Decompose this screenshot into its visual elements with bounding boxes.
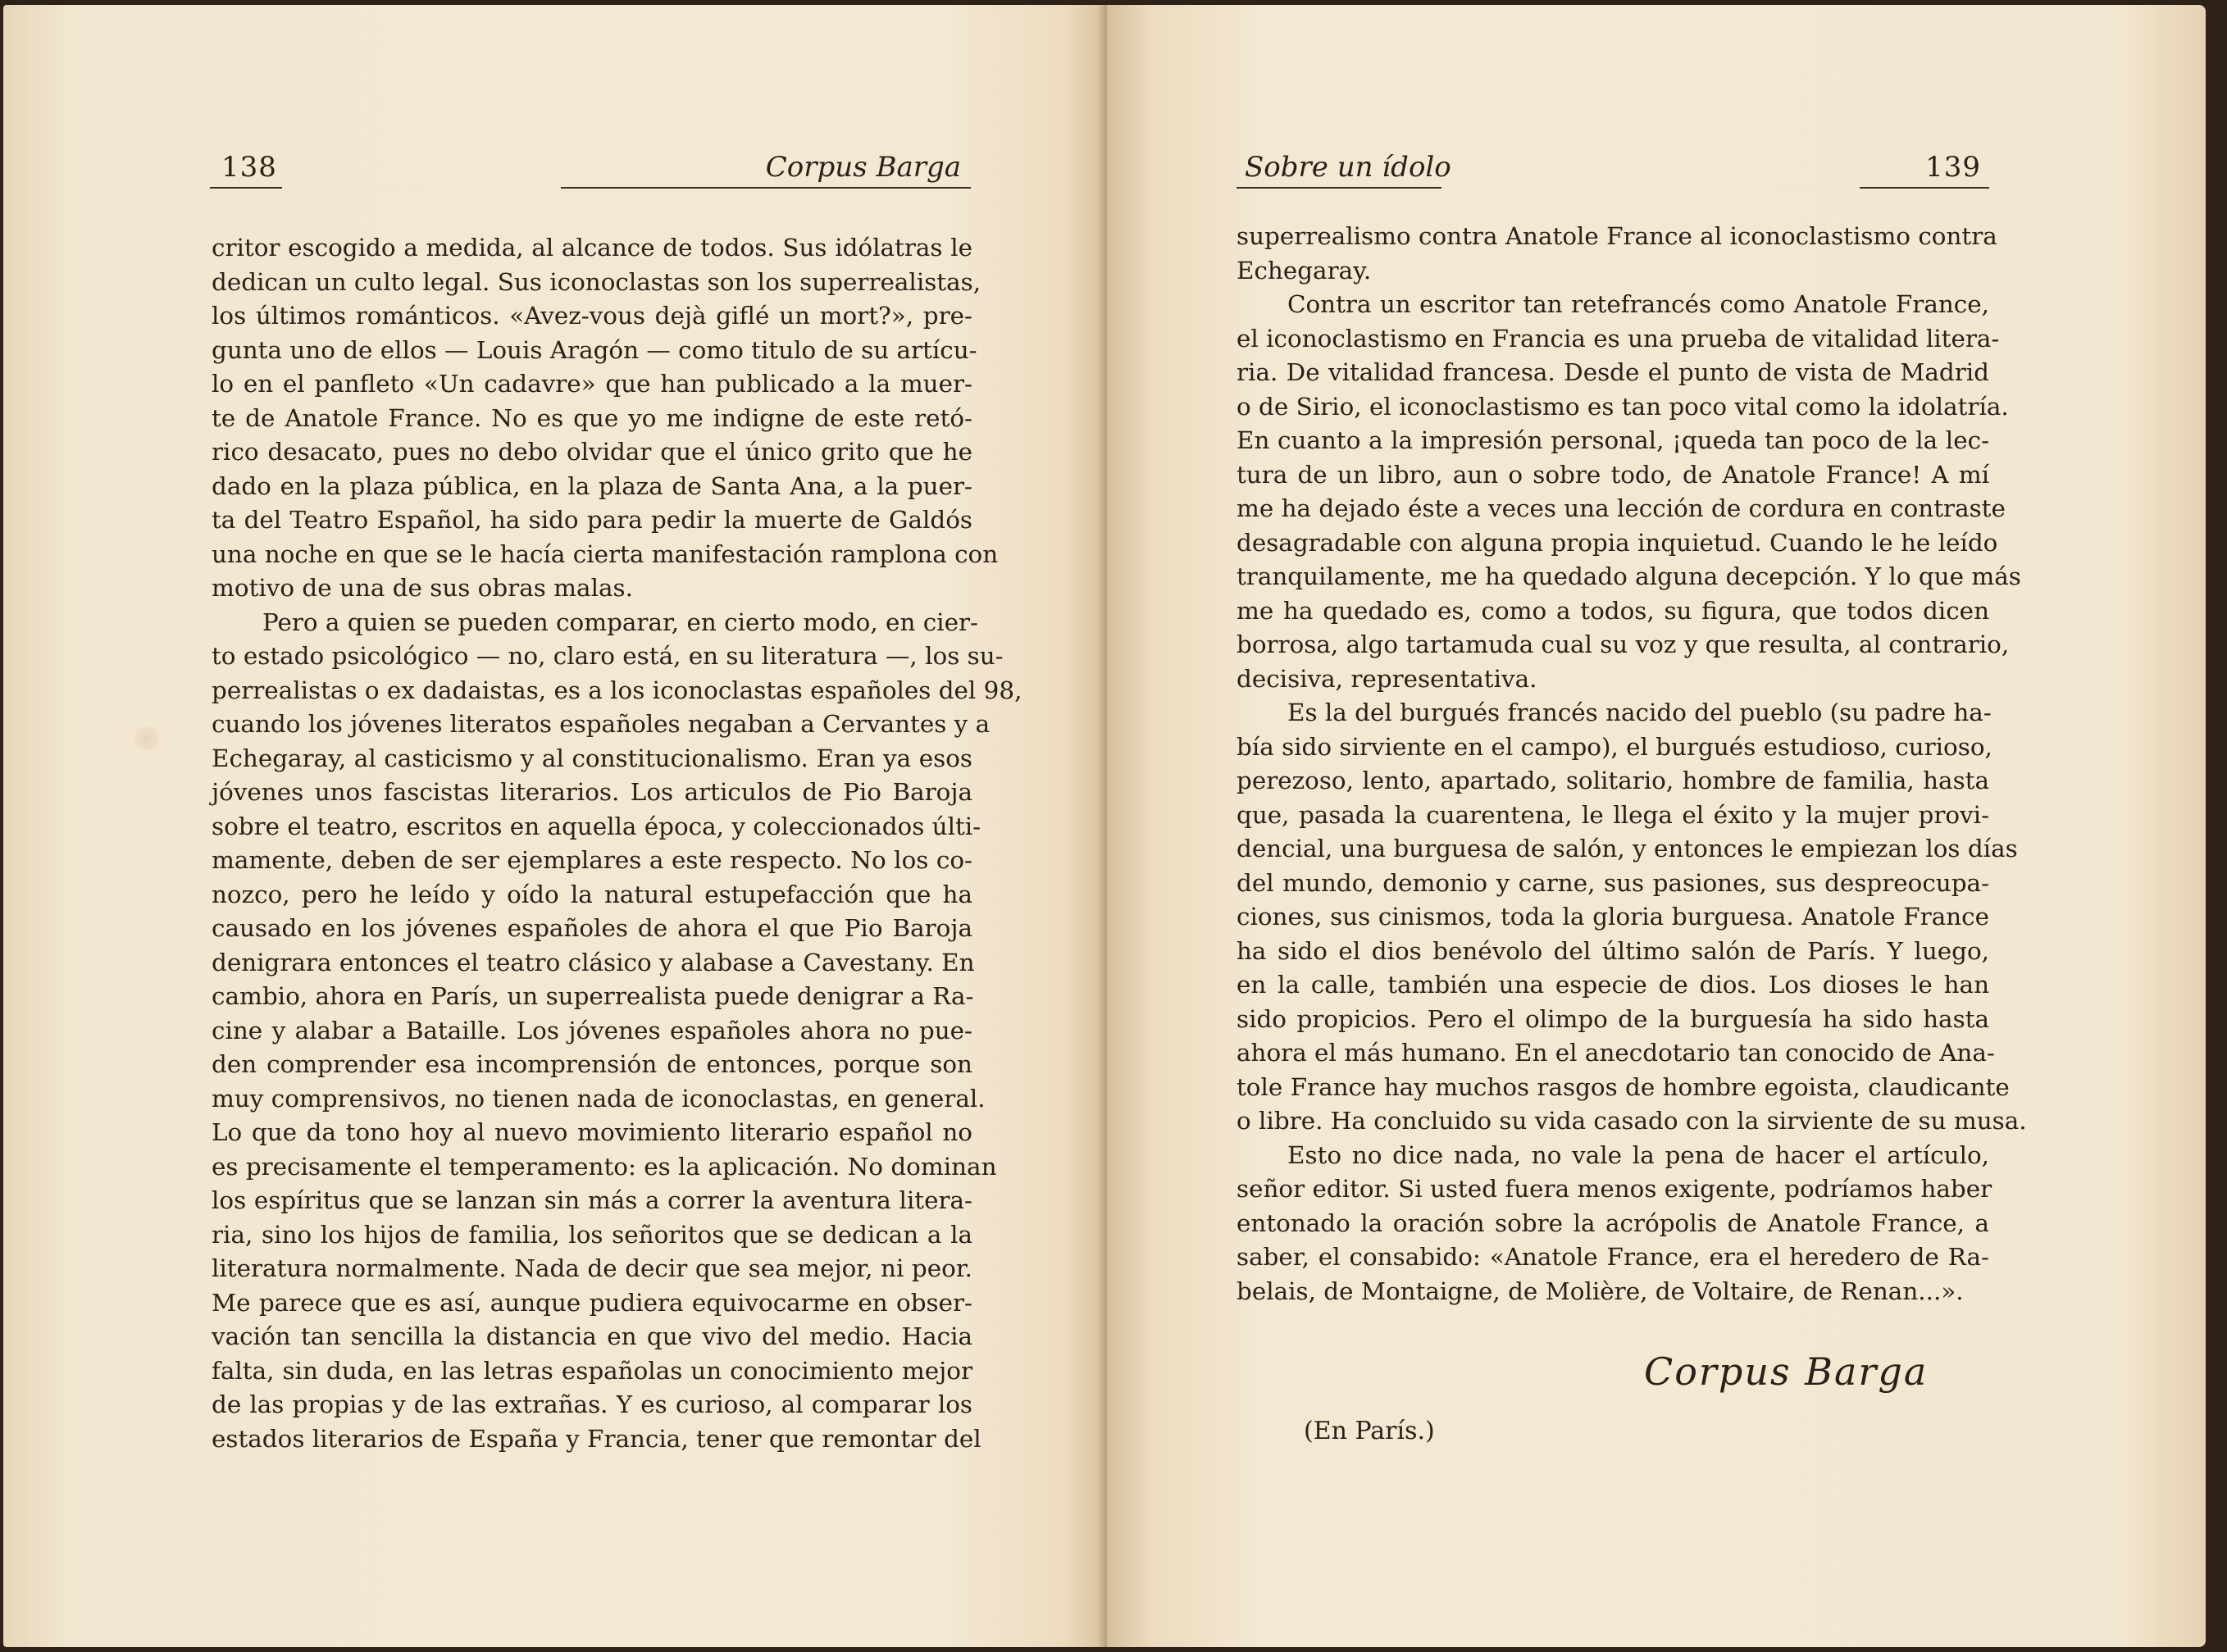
text-line: vación tan sencilla la distancia en que vivo del medio. Hacia (212, 1322, 972, 1350)
text-line: una noche en que se le hacía cierta manifestación ramplona con (212, 539, 999, 568)
page-number-right: 139 (1925, 151, 1981, 184)
text-line: gunta uno de ellos — Louis Aragón — como titulo de su artícu- (212, 335, 977, 364)
text-line: sido propicios. Pero el olimpo de la burguesía ha sido hasta (1236, 1004, 1989, 1033)
text-line: lo en el panfleto «Un cadavre» que han publicado a la muer- (212, 370, 972, 398)
text-line: den comprender esa incomprensión de entonces, porque son (212, 1050, 972, 1078)
text-line: cine y alabar a Bataille. Los jóvenes españoles ahora no pue- (212, 1016, 972, 1044)
text-line: Me parece que es así, aunque pudiera equivocarme en obser- (212, 1288, 972, 1317)
right-running-header (1236, 146, 1989, 189)
text-line: es precisamente el temperamento: es la aplicación. No dominan (212, 1152, 997, 1181)
text-line: ha sido el dios benévolo del último salón de París. Y luego, (1236, 936, 1989, 965)
text-line: señor editor. Si usted fuera menos exigente, podríamos haber (1236, 1175, 1992, 1203)
text-line: me ha dejado éste a veces una lección de cordura en contraste (1236, 494, 2006, 522)
left-running-header (210, 146, 971, 189)
text-line: Echegaray, al casticismo y al constitucionalismo. Eran ya esos (212, 744, 972, 772)
text-line: En cuanto a la impresión personal, ¡queda tan poco de la lec- (1236, 426, 1989, 454)
text-line: literatura normalmente. Nada de decir que sea mejor, ni peor. (212, 1254, 972, 1282)
text-line: tole France hay muchos rasgos de hombre egoista, claudicante (1236, 1072, 2010, 1101)
author-signature: Corpus Barga (1644, 1349, 1929, 1394)
text-line: belais, de Montaigne, de Molière, de Voltaire, de Renan...». (1236, 1277, 1964, 1305)
left-page (3, 5, 1107, 1647)
text-line: o de Sirio, el iconoclastismo es tan poco vital como la idolatría. (1236, 392, 2009, 421)
text-line: sobre el teatro, escritos en aquella época, y coleccionados últi- (212, 812, 981, 840)
text-line: saber, el consabido: «Anatole France, era el heredero de Ra- (1236, 1243, 1989, 1271)
text-line: los últimos románticos. «Avez-vous dejà giflé un mort?», pre- (212, 302, 972, 330)
text-line: ta del Teatro Español, ha sido para pedir la muerte de Galdós (212, 506, 972, 534)
text-line: rico desacato, pues no debo olvidar que el único grito que he (212, 438, 972, 466)
text-line: que, pasada la cuarentena, le llega el éxito y la mujer provi- (1236, 800, 1989, 829)
text-line: ria, sino los hijos de familia, los señoritos que se dedican a la (212, 1220, 972, 1249)
text-line: del mundo, demonio y carne, sus pasiones, sus despreocupa- (1236, 868, 1989, 897)
running-head-right: Sobre un ídolo (1245, 151, 1451, 184)
text-line: me ha quedado es, como a todos, su figura, que todos dicen (1236, 596, 1989, 625)
text-line: decisiva, representativa. (1236, 664, 1537, 693)
text-line: dencial, una burguesa de salón, y entonces le empiezan los días (1236, 835, 2018, 862)
text-line: Contra un escritor tan retefrancés como Anatole France, (1287, 290, 1989, 318)
text-line: ahora el más humano. En el anecdotario tan conocido de Ana- (1236, 1039, 1995, 1067)
right-page-text (1236, 220, 2027, 1308)
text-line: causado en los jóvenes españoles de ahora el que Pio Baroja (212, 914, 972, 942)
text-line: o libre. Ha concluido su vida casado con la sirviente de su musa. (1236, 1107, 2027, 1135)
text-line: mamente, deben de ser ejemplares a este respecto. No los co- (212, 846, 972, 874)
right-page (1107, 5, 2206, 1647)
text-line: te de Anatole France. No es que yo me indigne de este retó- (212, 403, 972, 432)
text-line: en la calle, también una especie de dios. Los dioses le han (1236, 971, 1989, 999)
text-line: desagradable con alguna propia inquietud. Cuando le he leído (1236, 528, 1998, 557)
text-line: denigrara entonces el teatro clásico y alabase a Cavestany. En (212, 948, 975, 976)
running-head-left: Corpus Barga (765, 151, 961, 184)
page-number-left: 138 (221, 151, 277, 184)
left-page-text (212, 231, 1022, 1456)
text-line: superrealismo contra Anatole France al iconoclastismo contra (1236, 222, 1997, 250)
text-line: de las propias y de las extrañas. Y es curioso, al comparar los (212, 1390, 972, 1418)
text-line: tura de un libro, aun o sobre todo, de Anatole France! A mí (1236, 460, 1989, 489)
text-line: entonado la oración sobre la acrópolis de Anatole France, a (1236, 1208, 1989, 1237)
text-line: falta, sin duda, en las letras españolas un conocimiento mejor (212, 1356, 972, 1385)
text-line: borrosa, algo tartamuda cual su voz y que resulta, al contrario, (1236, 630, 2010, 658)
text-line: perezoso, lento, apartado, solitario, hombre de familia, hasta (1236, 767, 1989, 794)
text-line: Echegaray. (1236, 256, 1372, 284)
text-line: critor escogido a medida, al alcance de todos. Sus idólatras le (212, 234, 972, 262)
text-line: Es la del burgués francés nacido del pueblo (su padre ha- (1287, 699, 1992, 726)
text-line: dado en la plaza pública, en la plaza de Santa Ana, a la puer- (212, 471, 972, 500)
text-line: jóvenes unos fascistas literarios. Los articulos de Pio Baroja (212, 778, 972, 806)
text-line: dedican un culto legal. Sus iconoclastas son los superrealistas, (212, 267, 981, 296)
text-line: perrealistas o ex dadaistas, es a los iconoclastas españoles del 98, (212, 676, 1022, 704)
paper-stain (134, 726, 159, 751)
text-line: motivo de una de sus obras malas. (212, 574, 633, 602)
text-line: muy comprensivos, no tienen nada de iconoclastas, en general. (212, 1084, 986, 1113)
text-line: tranquilamente, me ha quedado alguna decepción. Y lo que más (1236, 562, 2021, 590)
text-line: Pero a quien se pueden comparar, en cierto modo, en cier- (262, 608, 978, 636)
text-line: Lo que da tono hoy al nuevo movimiento literario español no (212, 1118, 972, 1146)
text-line: el iconoclastismo en Francia es una prueba de vitalidad litera- (1236, 324, 2000, 353)
text-line: Esto no dice nada, no vale la pena de hacer el artículo, (1287, 1140, 1989, 1169)
text-line: cuando los jóvenes literatos españoles negaban a Cervantes y a (212, 710, 991, 738)
text-line: bía sido sirviente en el campo), el burgués estudioso, curioso, (1236, 732, 1992, 761)
text-line: nozco, pero he leído y oído la natural estupefacción que ha (212, 880, 972, 908)
text-line: ciones, sus cinismos, toda la gloria burguesa. Anatole France (1236, 903, 1989, 931)
text-line: to estado psicológico — no, claro está, en su literatura —, los su- (212, 642, 1004, 670)
text-line: cambio, ahora en París, un superrealista puede denigrar a Ra- (212, 982, 974, 1010)
text-line: estados literarios de España y Francia, tener que remontar del (212, 1424, 981, 1453)
text-line: ria. De vitalidad francesa. Desde el punto de vista de Madrid (1236, 358, 1989, 386)
place-note: (En París.) (1304, 1417, 1435, 1445)
text-line: los espíritus que se lanzan sin más a correr la aventura litera- (212, 1186, 972, 1214)
